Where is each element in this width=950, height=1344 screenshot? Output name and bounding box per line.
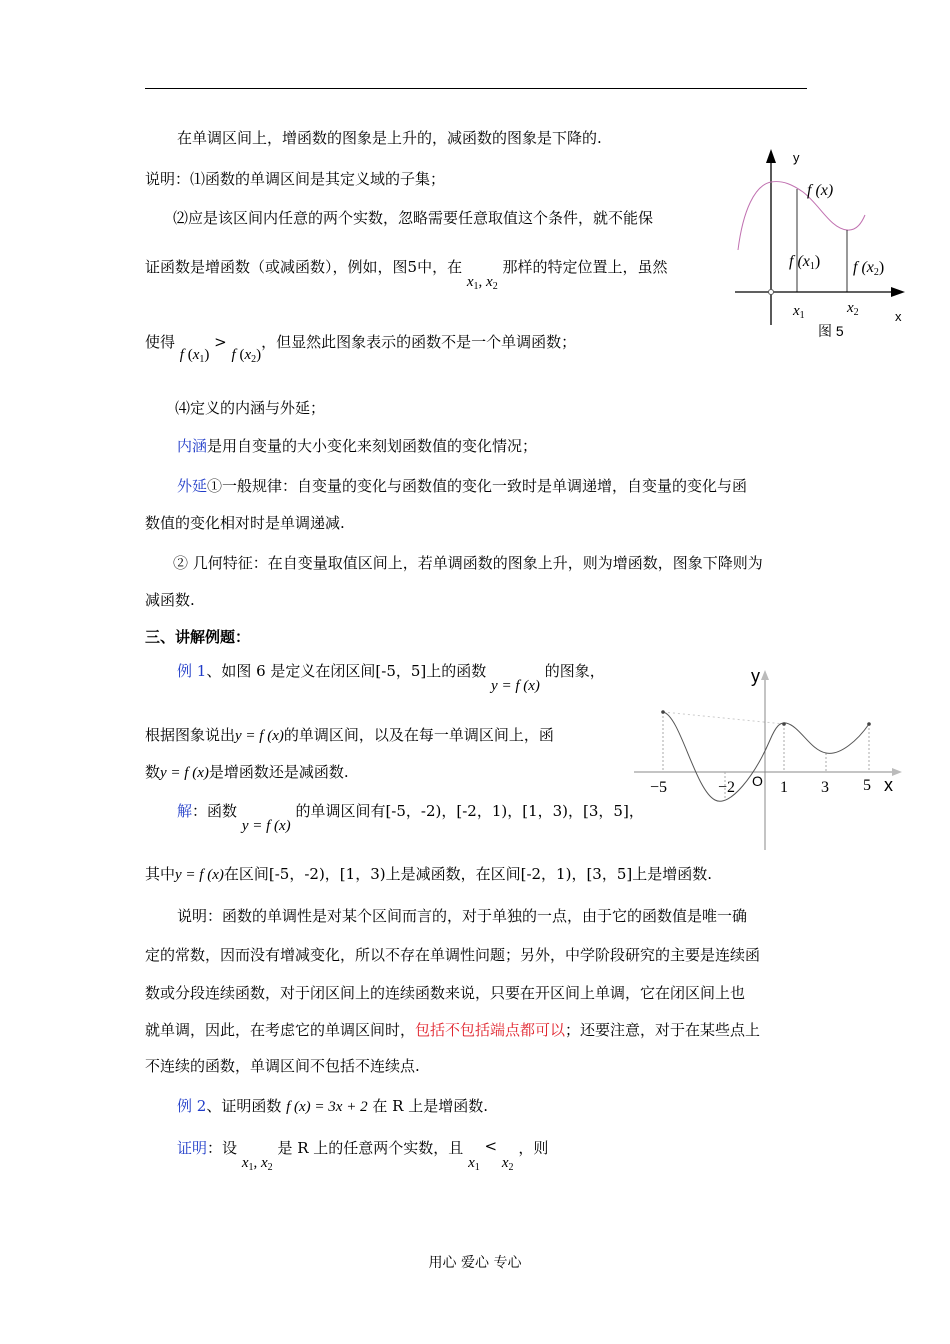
fig6-point-1 <box>782 722 786 726</box>
fig5-caption: 图 5 <box>818 323 844 339</box>
fig6-tick-minus2: −2 <box>718 779 736 796</box>
paragraph-7: 内涵是用自变量的大小变化来刻划函数值的变化情况； <box>177 437 538 455</box>
note-line-3: 数或分段连续函数，对于闭区间上的连续函数来说，只要在开区间上单调，它在闭区间上也 <box>145 984 746 1002</box>
fig5-x1-label: $x_1$ <box>793 303 805 321</box>
fx1-gt-fx2-math: f $(x_1)$ <box>179 347 210 365</box>
fig5-fx1-label: f (x1) <box>789 253 821 272</box>
fig5-y-label: y <box>793 150 800 165</box>
page-footer: 用心 爱心 专心 <box>428 1255 522 1271</box>
fig6-origin-label: O <box>752 773 763 789</box>
note-line-4: 就单调，因此，在考虑它的单调区间时，包括不包括端点都可以；还要注意，对于在某些点上 <box>145 1021 761 1039</box>
example-2-statement: 例 2、证明函数 f (x) = 3x + 2 在 R 上是增函数. <box>177 1097 488 1115</box>
fig6-tick-5: 5 <box>863 777 871 794</box>
fig6-x-label: x <box>884 775 893 795</box>
note-line-5: 不连续的函数，单调区间不包括不连续点. <box>145 1057 420 1075</box>
figure-6 <box>630 660 915 855</box>
fig5-fx-label: f (x) <box>807 182 834 199</box>
x1-x2-math: $x_1$, $x_2$ <box>466 274 498 292</box>
fig6-endpoint-right <box>867 722 871 726</box>
paragraph-1: 在单调区间上，增函数的图象是上升的，减函数的图象是下降的. <box>177 129 602 147</box>
fig6-tick-minus5: −5 <box>650 779 668 796</box>
fig5-x-label: x <box>895 309 902 324</box>
paragraph-15: 数y = f (x)是增函数还是减函数. <box>145 763 349 781</box>
fig5-fx2-label: f (x2) <box>853 259 885 278</box>
proof-line: 证明：设 $x_1$, $x_2$ 是 R 上的任意两个实数，且 $x_1 < x_2$ ，则 <box>177 1137 549 1173</box>
fig5-origin <box>769 290 774 295</box>
fig6-endpoint-left <box>661 710 665 714</box>
fig5-y-arrow <box>766 149 776 163</box>
paragraph-14: 根据图象说出y = f (x)的单调区间，以及在每一单调区间上，函 <box>145 726 554 744</box>
paragraph-4: 证函数是增函数（或减函数），例如，图5中，在 $x_1$, $x_2$ 那样的特定位置上，虽然 <box>145 258 668 292</box>
paragraph-17: 其中y = f (x)在区间[-5，-2)，[1，3)上是减函数，在区间[-2，1)，[3，5]上是增函数. <box>145 865 713 883</box>
note-line-1: 说明：函数的单调性是对某个区间而言的，对于单独的一点，由于它的函数值是唯一确 <box>177 907 748 925</box>
paragraph-3: ⑵应是该区间内任意的两个实数，忽略需要任意取值这个条件，就不能保 <box>173 209 654 227</box>
section-heading-examples: 三、讲解例题： <box>145 628 251 646</box>
fig5-x2-label: $x_2$ <box>847 300 859 318</box>
example-1-solution: 解：函数 y = f (x) 的单调区间有[-5，-2)，[-2，1)，[1，3)，[3，5]， <box>177 802 644 834</box>
paragraph-8: 外延①一般规律：自变量的变化与函数值的变化一致时是单调递增，自变量的变化与函 <box>177 477 748 495</box>
paragraph-6: ⑷定义的内涵与外延； <box>175 399 326 417</box>
fig6-y-arrow <box>761 670 769 680</box>
note-line-2: 定的常数，因而没有增减变化，所以不存在单调性问题；另外，中学阶段研究的主要是连续函 <box>145 946 761 964</box>
fig5-curve <box>738 182 865 250</box>
fig6-x-arrow <box>892 768 902 776</box>
fig6-tick-3: 3 <box>821 779 829 796</box>
paragraph-11: 减函数. <box>145 591 195 609</box>
fig6-guide-top <box>663 712 784 724</box>
example-1-statement: 例 1、如图 6 是定义在闭区间[-5，5]上的函数 y = f (x) 的图象， <box>177 662 605 694</box>
fig5-x-arrow <box>891 287 905 297</box>
paragraph-9: 数值的变化相对时是单调递减. <box>145 514 345 532</box>
paragraph-5: 使得 f $(x_1) > f$ $(x_2)$，但显然此图象表示的函数不是一个单调函数； <box>145 333 577 365</box>
figure-5 <box>725 140 915 345</box>
fig6-tick-1: 1 <box>780 779 788 796</box>
paragraph-2: 说明：⑴函数的单调区间是其定义域的子集； <box>145 170 446 188</box>
fig6-y-label: y <box>751 666 760 686</box>
header-rule <box>145 88 807 89</box>
fig6-curve <box>663 712 869 801</box>
paragraph-10: ② 几何特征：在自变量取值区间上，若单调函数的图象上升，则为增函数，图象下降则为 <box>173 554 763 572</box>
